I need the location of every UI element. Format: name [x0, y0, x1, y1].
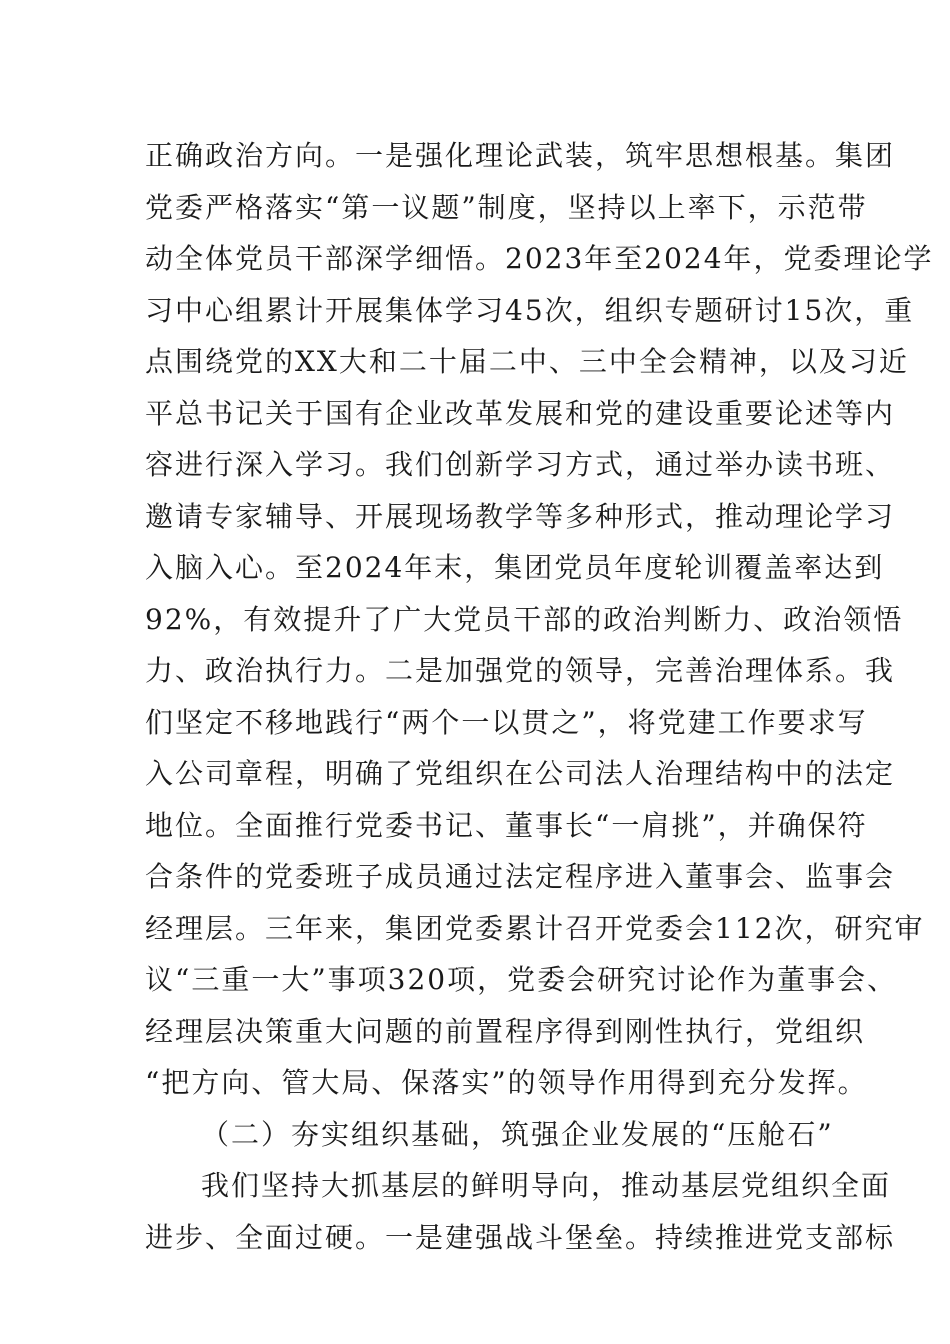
- text-line-12: 们坚定不移地践行“两个一以贯之”，将党建工作要求写: [145, 705, 868, 739]
- text-line-8: 邀请专家辅导、开展现场教学等多种形式，推动理论学习: [145, 499, 896, 533]
- body-text: [145, 130, 934, 1263]
- text-line-6: 平总书记关于国有企业改革发展和党的建设重要论述等内: [145, 396, 896, 430]
- text-line-2: 党委严格落实“第一议题”制度，坚持以上率下，示范带: [145, 190, 868, 224]
- text-line-15: 合条件的党委班子成员通过法定程序进入董事会、监事会: [145, 860, 896, 893]
- paragraph-line-2: 进步、全面过硬。一是建强战斗堡垒。持续推进党支部标: [145, 1220, 896, 1254]
- text-line-18: 经理层决策重大问题的前置程序得到刚性执行，党组织: [145, 1014, 866, 1048]
- text-line-16: 经理层。三年来，集团党委累计召开党委会112次，研究审: [145, 911, 925, 945]
- text-line-7: 容进行深入学习。我们创新学习方式，通过举办读书班、: [145, 448, 896, 481]
- section-heading: （二）夯实组织基础，筑强企业发展的“压舱石”: [201, 1117, 834, 1151]
- paragraph-line-1: 我们坚持大抓基层的鲜明导向，推动基层党组织全面: [201, 1169, 892, 1202]
- text-line-14: 地位。全面推行党委书记、董事长“一肩挑”，并确保符: [145, 808, 868, 842]
- text-line-1: 正确政治方向。一是强化理论武装，筑牢思想根基。集团: [145, 139, 896, 172]
- text-line-11: 力、政治执行力。二是加强党的领导，完善治理体系。我: [145, 654, 896, 687]
- text-line-9: 入脑入心。至2024年末，集团党员年度轮训覆盖率达到: [145, 551, 885, 584]
- text-line-17: 议“三重一大”事项320项，党委会研究讨论作为董事会、: [145, 963, 898, 996]
- text-line-4: 习中心组累计开展集体学习45次，组织专题研讨15次，重: [145, 293, 915, 327]
- text-line-19: “把方向、管大局、保落实”的领导作用得到充分发挥。: [145, 1066, 868, 1099]
- text-line-5: 点围绕党的XX大和二十届二中、三中全会精神，以及习近: [145, 345, 909, 378]
- text-line-3: 动全体党员干部深学细悟。2023年至2024年，党委理论学: [145, 242, 934, 275]
- text-line-13: 入公司章程，明确了党组织在公司法人治理结构中的法定: [145, 757, 896, 790]
- text-line-10: 92%，有效提升了广大党员干部的政治判断力、政治领悟: [145, 602, 904, 636]
